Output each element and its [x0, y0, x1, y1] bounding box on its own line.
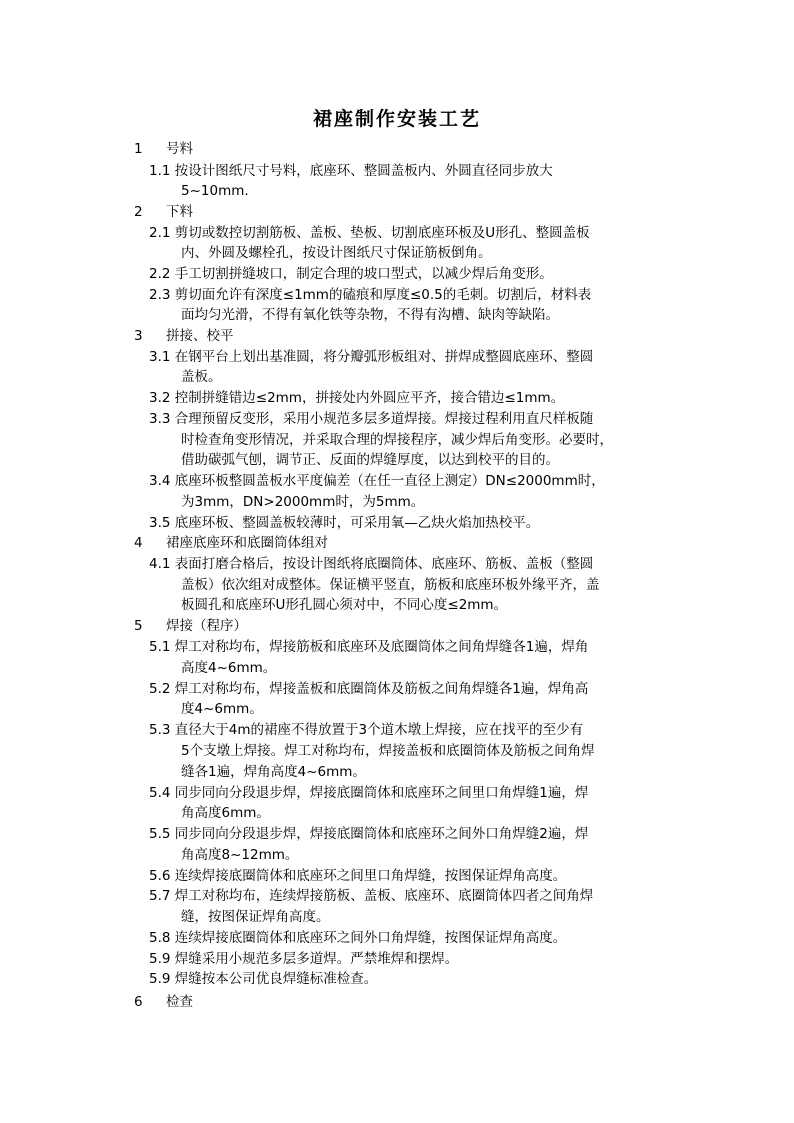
section-number: 1 [134, 141, 143, 157]
text-line: 5~10mm. [181, 183, 249, 199]
section-number: 3 [134, 328, 143, 344]
text-line: 5.9 焊缝按本公司优良焊缝标准检查。 [149, 971, 378, 987]
section-title: 号料 [166, 141, 193, 157]
text-line: 5.6 连续焊接底圈筒体和底座环之间里口角焊缝，按图保证焊角高度。 [149, 868, 567, 884]
text-line: 2.3 剪切面允许有深度≤1mm的磕痕和厚度≤0.5的毛刺。切割后，材料表 [149, 287, 592, 303]
text-line: 内、外圆及螺栓孔，按设计图纸尺寸保证筋板倒角。 [181, 245, 492, 261]
text-line: 高度4~6mm。 [181, 660, 277, 676]
section-number: 6 [134, 994, 143, 1010]
section-title: 下料 [166, 204, 193, 220]
section-number: 5 [134, 618, 143, 634]
text-line: 2.1 剪切或数控切割筋板、盖板、垫板、切割底座环板及U形孔、整圆盖板 [149, 225, 590, 241]
text-line: 5个支墩上焊接。焊工对称均布，焊接盖板和底圈筒体及筋板之间角焊 [181, 743, 595, 759]
text-line: 角高度6mm。 [181, 805, 270, 821]
text-line: 为3mm，DN>2000mm时，为5mm。 [181, 494, 425, 510]
text-line: 3.5 底座环板、整圆盖板较薄时，可采用氧—乙炔火焰加热校平。 [149, 515, 540, 531]
text-line: 5.1 焊工对称均布，焊接筋板和底座环及底圈筒体之间角焊缝各1遍，焊角 [149, 639, 589, 655]
text-line: 面均匀光滑，不得有氧化铁等杂物，不得有沟槽、缺肉等缺陷。 [181, 307, 559, 323]
section-number: 4 [134, 535, 143, 551]
text-line: 借助碳弧气刨，调节正、反面的焊缝厚度，以达到校平的目的。 [181, 452, 559, 468]
section-number: 2 [134, 204, 143, 220]
text-line: 盖板。 [181, 369, 222, 385]
text-line: 角高度8~12mm。 [181, 847, 299, 863]
text-line: 5.2 焊工对称均布，焊接盖板和底圈筒体及筋板之间角焊缝各1遍，焊角高 [149, 681, 589, 697]
text-line: 3.2 控制拼缝错边≤2mm，拼接处内外圆应平齐，接合错边≤1mm。 [149, 390, 565, 406]
text-line: 2.2 手工切割拼缝坡口，制定合理的坡口型式，以减少焊后角变形。 [149, 266, 553, 282]
section-title: 拼接、校平 [166, 328, 234, 344]
text-line: 5.8 连续焊接底圈筒体和底座环之间外口角焊缝，按图保证焊角高度。 [149, 930, 567, 946]
text-line: 3.3 合理预留反变形，采用小规范多层多道焊接。焊接过程利用直尺样板随 [149, 411, 594, 427]
text-line: 5.4 同步同向分段退步焊，焊接底圈筒体和底座环之间里口角焊缝1遍，焊 [149, 785, 589, 801]
text-line: 3.1 在钢平台上划出基准圆，将分瓣弧形板组对、拼焊成整圆底座环、整圆 [149, 349, 594, 365]
text-line: 板圆孔和底座环U形孔圆心须对中，不同心度≤2mm。 [181, 597, 508, 613]
text-line: 1.1 按设计图纸尺寸号料，底座环、整圆盖板内、外圆直径同步放大 [149, 163, 553, 179]
text-line: 3.4 底座环板整圆盖板水平度偏差（在任一直径上测定）DN≤2000mm时， [149, 473, 605, 489]
text-line: 缝各1遍，焊角高度4~6mm。 [181, 764, 366, 780]
text-line: 5.9 焊缝采用小规范多层多道焊。严禁堆焊和摆焊。 [149, 951, 459, 967]
text-line: 5.3 直径大于4m的裙座不得放置于3个道木墩上焊接，应在找平的至少有 [149, 722, 584, 738]
text-line: 盖板）依次组对成整体。保证横平竖直，筋板和底座环板外缘平齐，盖 [181, 577, 600, 593]
text-line: 5.5 同步同向分段退步焊，焊接底圈筒体和底座环之间外口角焊缝2遍，焊 [149, 826, 589, 842]
text-line: 5.7 焊工对称均布，连续焊接筋板、盖板、底座环、底圈筒体四者之间角焊 [149, 888, 594, 904]
section-title: 检查 [166, 994, 193, 1010]
section-title: 裙座底座环和底圈筒体组对 [166, 535, 328, 551]
section-title: 焊接（程序） [166, 618, 247, 634]
text-line: 度4~6mm。 [181, 701, 263, 717]
text-line: 时检查角变形情况，并采取合理的焊接程序，减少焊后角变形。必要时， [181, 432, 613, 448]
text-line: 缝，按图保证焊角高度。 [181, 909, 330, 925]
text-line: 4.1 表面打磨合格后，按设计图纸将底圈筒体、底座环、筋板、盖板（整圆 [149, 556, 594, 572]
document-title: 裙座制作安装工艺 [312, 108, 481, 130]
